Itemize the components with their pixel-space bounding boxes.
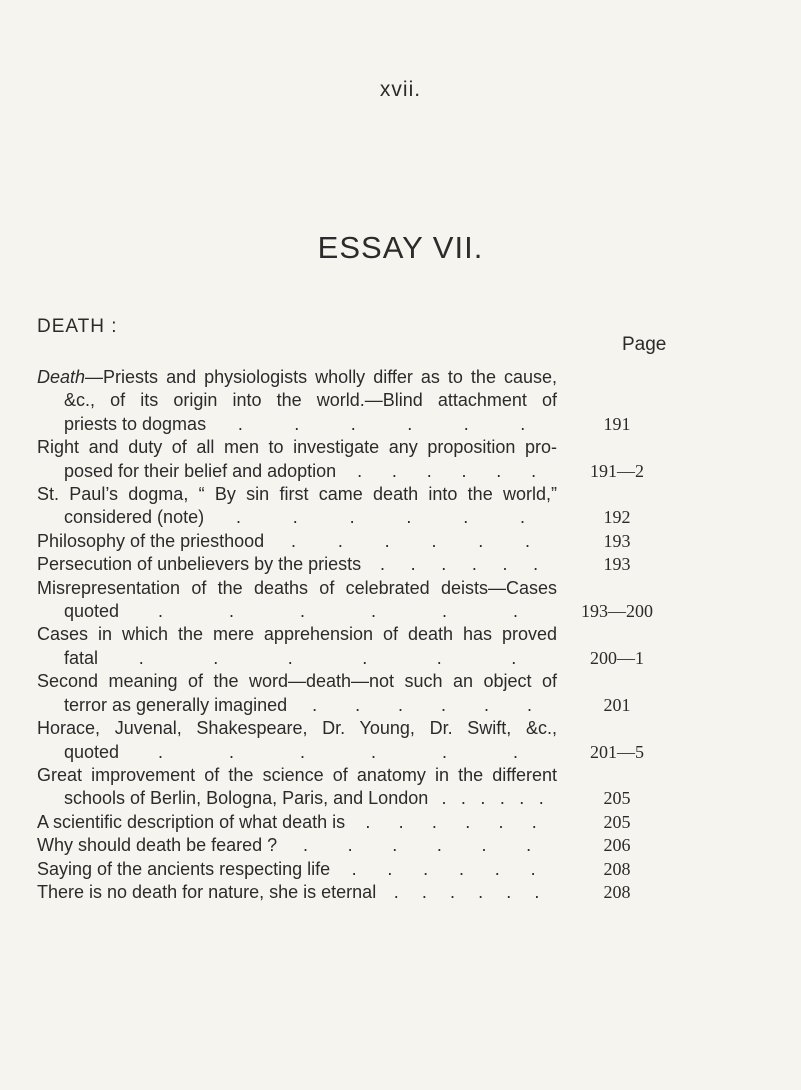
toc-entry-line-text: Saying of the ancients respecting life: [37, 858, 331, 879]
toc-entry-text: [37, 670, 557, 693]
toc-entry-text: [37, 553, 361, 576]
table-of-contents: [37, 366, 677, 904]
toc-entry-line: [37, 577, 557, 600]
toc-entry-line-text: Philosophy of the priesthood: [37, 530, 265, 551]
toc-entry-text: [37, 717, 557, 740]
dot-leader: . . . . . .: [158, 601, 518, 622]
toc-page-number: 200—1: [590, 647, 644, 668]
dot-leader: . . . . . .: [351, 858, 536, 879]
toc-entry-text: [37, 881, 376, 904]
toc-entry-line-text: Horace, Juvenal, Shakespeare, Dr. Young, Dr. Swift, &c.,: [37, 718, 557, 739]
toc-entry-line-text: Persecution of unbelievers by the priests: [37, 554, 362, 575]
dot-leader: . . . . . .: [237, 413, 526, 434]
toc-entry: [37, 483, 677, 530]
toc-entry-text: [37, 366, 557, 389]
toc-page-number: 191: [603, 413, 631, 434]
toc-entry-line: [37, 694, 557, 717]
toc-page-number: 208: [603, 881, 631, 902]
toc-entry-text: [37, 530, 264, 553]
toc-page-number: 193: [603, 530, 631, 551]
toc-page-number: 193: [603, 554, 631, 575]
toc-entry-text: [37, 436, 557, 459]
toc-entry-line: [37, 600, 557, 623]
toc-entry-line-text: quoted: [64, 741, 120, 762]
toc-entry: [37, 834, 677, 857]
dot-leader: . . . . . .: [379, 554, 539, 575]
page-number: xvii.: [379, 78, 422, 101]
toc-entry-line-text: —Priests and physiologists wholly differ as to the cause,: [85, 367, 557, 387]
dot-leader: . . . . . .: [291, 530, 531, 551]
toc-entry-line: [37, 881, 557, 904]
toc-entry-text: [64, 787, 428, 810]
toc-page-number: 201—5: [590, 741, 644, 762]
toc-page-number: 208: [603, 858, 631, 879]
toc-entry-text: [64, 506, 204, 529]
toc-entry-line: [37, 530, 557, 553]
toc-entry-line: [37, 811, 557, 834]
dot-leader: . . . . . .: [312, 694, 532, 715]
toc-entry-line-text: priests to dogmas: [64, 413, 207, 434]
toc-entry: [37, 553, 677, 576]
toc-entry: [37, 530, 677, 553]
toc-entry-line: [37, 506, 557, 529]
toc-entry-line-text: fatal: [64, 647, 99, 668]
toc-entry-text: [64, 460, 336, 483]
dot-leader: . . . . . .: [302, 835, 532, 856]
dot-leader: . . . . . .: [138, 647, 517, 668]
essay-title: ESSAY VII.: [317, 230, 484, 265]
toc-entry-line: [37, 483, 557, 506]
dot-leader: . . . . . .: [235, 507, 526, 528]
toc-entry: [37, 811, 677, 834]
toc-entry-line-text: &c., of its origin into the world.—Blind attachment of: [64, 390, 557, 411]
toc-entry: [37, 858, 677, 881]
page-column-label: Page: [622, 334, 667, 355]
toc-entry: [37, 717, 677, 764]
toc-entry-text: [64, 694, 287, 717]
toc-entry-line-text: schools of Berlin, Bologna, Paris, and London: [64, 788, 429, 809]
toc-entry-line: [37, 858, 557, 881]
toc-page-number: 193—200: [581, 601, 653, 622]
toc-page-number: 206: [603, 835, 631, 856]
dot-leader: . . . . . .: [393, 881, 540, 902]
toc-entry-line: [37, 389, 557, 412]
toc-page-number: 191—2: [590, 460, 644, 481]
toc-entry-line-text: There is no death for nature, she is eternal: [37, 881, 377, 902]
toc-entry-text: [37, 811, 345, 834]
toc-entry: [37, 436, 677, 483]
toc-entry-line-text: Great improvement of the science of anatomy in the different: [37, 764, 557, 785]
toc-entry: [37, 623, 677, 670]
toc-entry-line: [37, 764, 557, 787]
toc-entry-line: [37, 436, 557, 459]
toc-entry-line-text: Right and duty of all men to investigate any proposition pro-: [37, 437, 557, 458]
toc-entry-text: [37, 623, 557, 646]
toc-entry-text: [37, 858, 330, 881]
toc-page-number: 205: [603, 811, 631, 832]
section-heading: DEATH :: [37, 316, 118, 337]
toc-page-number: 205: [603, 788, 631, 809]
toc-entry-line: [37, 834, 557, 857]
toc-entry-line: [37, 553, 557, 576]
toc-entry-text: [64, 647, 98, 670]
toc-entry-text: [64, 413, 206, 436]
toc-entry-text: [64, 600, 119, 623]
dot-leader: . . . . . .: [365, 811, 537, 832]
toc-entry: [37, 577, 677, 624]
toc-entry-line-text: Why should death be feared ?: [37, 835, 278, 856]
toc-entry-line: [37, 460, 557, 483]
toc-entry-line-text: quoted: [64, 601, 120, 622]
toc-entry-text: [37, 764, 557, 787]
toc-entry: [37, 366, 677, 436]
dot-leader: . . . . . .: [158, 741, 518, 762]
toc-entry-line-text: terror as generally imagined: [64, 694, 288, 715]
dot-leader: . . . . . .: [441, 788, 544, 809]
toc-entry-text: [37, 577, 557, 600]
toc-page-number: 192: [603, 507, 631, 528]
toc-entry-line-text: considered (note): [64, 507, 205, 528]
toc-entry-line: [37, 647, 557, 670]
toc-entry-line: [37, 623, 557, 646]
toc-entry-line: [37, 366, 557, 389]
toc-entry-line-text: Cases in which the mere apprehension of death has proved: [37, 624, 557, 645]
toc-entry-line: [37, 741, 557, 764]
toc-entry-line-text: Second meaning of the word—death—not such an object of: [37, 671, 557, 692]
toc-entry-line: [37, 787, 557, 810]
toc-entry-line-text: A scientific description of what death is: [37, 811, 346, 832]
toc-entry-text: [37, 483, 557, 506]
toc-entry-text: [37, 834, 277, 857]
dot-leader: . . . . . .: [357, 460, 537, 481]
toc-entry-text: [64, 741, 119, 764]
toc-entry-line: [37, 670, 557, 693]
toc-entry-lead-italic: Death: [37, 367, 86, 387]
toc-entry: [37, 881, 677, 904]
toc-entry-line: [37, 717, 557, 740]
toc-entry-line: [37, 413, 557, 436]
toc-page-number: 201: [603, 694, 631, 715]
toc-entry: [37, 670, 677, 717]
toc-entry-text: [64, 389, 557, 412]
toc-entry: [37, 764, 677, 811]
toc-entry-line-text: St. Paul’s dogma, “ By sin first came death into the world,”: [37, 484, 557, 505]
toc-entry-line-text: posed for their belief and adoption: [64, 460, 337, 481]
toc-entry-line-text: Misrepresentation of the deaths of celebrated deists—Cases: [37, 577, 557, 598]
